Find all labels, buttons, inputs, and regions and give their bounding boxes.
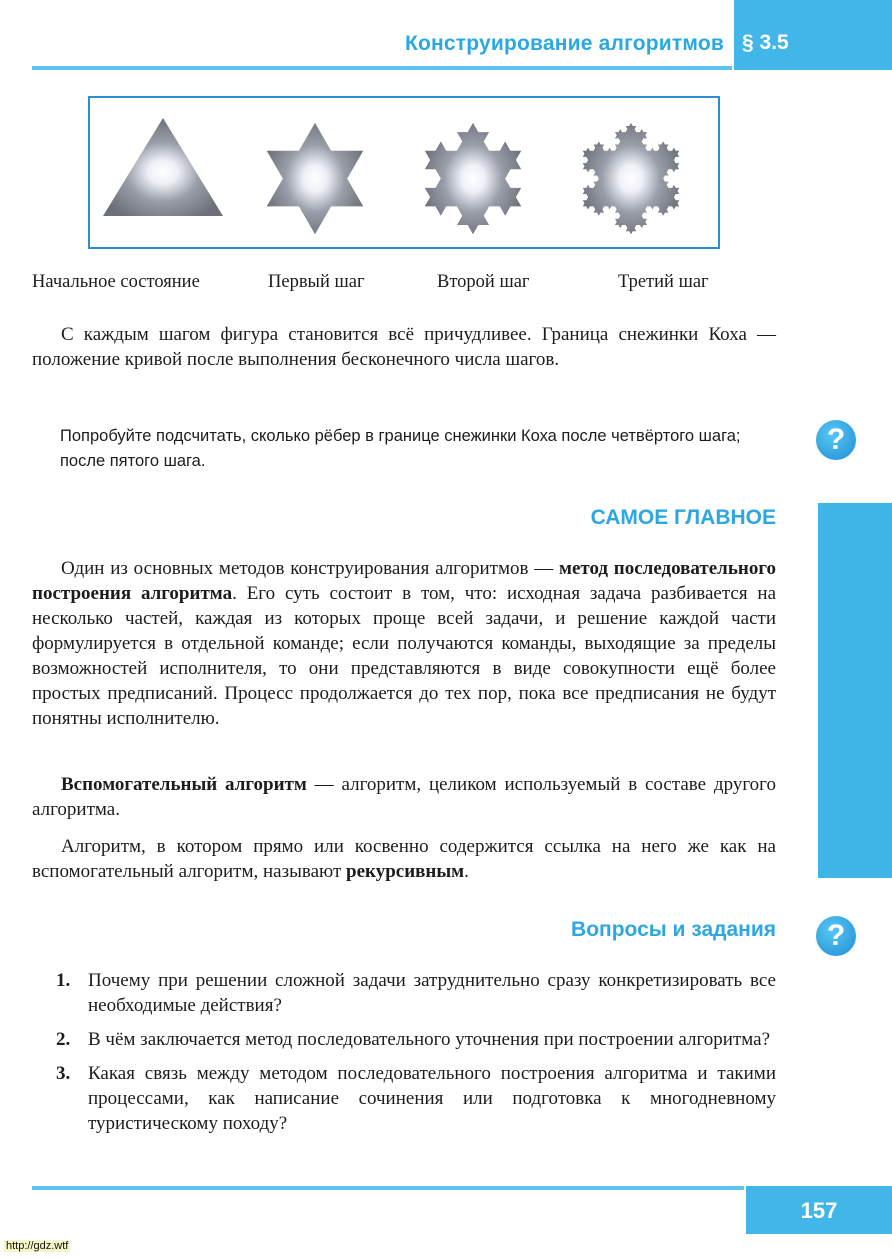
chapter-title: Конструирование алгоритмов: [404, 32, 724, 55]
page-number: 157: [800, 1198, 838, 1223]
list-item: [56, 1027, 776, 1052]
caption-step-1: Первый шаг: [268, 272, 365, 292]
list-item: [56, 968, 776, 1018]
koch-paragraph: С каждым шагом фигура становится всё причудливее. Граница снежинки Коха — положение кривой после выполнения бесконечного числа шагов.: [32, 324, 776, 370]
summary-text: Алгоритм, в котором прямо или косвенно содержится ссылка на него же как на вспомогательный алгоритм, называют: [32, 836, 776, 882]
item-number: 1.: [56, 970, 71, 991]
question-icon: ?: [816, 420, 856, 460]
item-text: В чём заключается метод последовательного уточнения при построении алгоритма?: [88, 1029, 771, 1050]
caption-initial: Начальное состояние: [32, 272, 200, 292]
koch-shape: [583, 123, 679, 234]
koch-figure: [88, 96, 720, 249]
item-number: 3.: [56, 1063, 71, 1084]
section-number: § 3.5: [742, 31, 789, 54]
summary-paragraph-3: [32, 834, 776, 884]
koch-stage-0-image: [98, 104, 228, 242]
watermark-link[interactable]: http://gdz.wtf: [6, 1240, 69, 1252]
caption-step-3: Третий шаг: [618, 272, 709, 292]
summary-paragraph-1: [32, 556, 776, 731]
item-number: 2.: [56, 1029, 71, 1050]
list-item: [56, 1061, 776, 1136]
koch-stage-2-image: [408, 104, 538, 242]
summary-side-bar: [818, 503, 892, 878]
try-exercise: Попробуйте подсчитать, сколько рёбер в границе снежинки Коха после четвёртого шага; после пятого шага.: [60, 427, 741, 470]
summary-text: . Его суть состоит в том, что: исходная задача разбивается на несколько частей, каждая из которых проще всей задачи, и решение каждой части формулируется в отдельной команде; если получаются команды, выходящие за пределы возможностей исполнителя, то они представляются в виде совокупности ещё более простых предписаний. Процесс продолжается до тех пор, пока все предписания не будут понятны исполнителю.: [32, 583, 776, 729]
question-icon: ?: [816, 916, 856, 956]
koch-stage-3-image: [566, 104, 696, 242]
caption-step-2: Второй шаг: [437, 272, 530, 292]
questions-list: [56, 968, 776, 1145]
term-recursive: рекурсивным: [346, 861, 465, 882]
footer-rule: [32, 1186, 744, 1190]
summary-heading: САМОЕ ГЛАВНОЕ: [590, 506, 776, 529]
term-method: метод последовательного построения алгоритма: [32, 558, 776, 604]
term-helper-algorithm: Вспомогательный алгоритм: [61, 774, 307, 795]
koch-shape: [425, 123, 521, 234]
summary-text: .: [464, 861, 469, 882]
summary-paragraph-2: [32, 772, 776, 822]
summary-text: Один из основных методов конструирования алгоритмов —: [61, 558, 559, 579]
item-text: Почему при решении сложной задачи затруднительно сразу конкретизировать все необходимые действия?: [88, 970, 776, 1016]
koch-stage-1-image: [250, 104, 380, 242]
koch-shape: [267, 123, 363, 234]
summary-text: — алгоритм, целиком используемый в составе другого алгоритма.: [32, 774, 776, 820]
header-rule: [32, 66, 732, 70]
questions-heading: Вопросы и задания: [571, 918, 776, 941]
item-text: Какая связь между методом последовательного построения алгоритма и такими процессами, как написание сочинения или подготовка к многодневному туристическому походу?: [88, 1063, 776, 1134]
